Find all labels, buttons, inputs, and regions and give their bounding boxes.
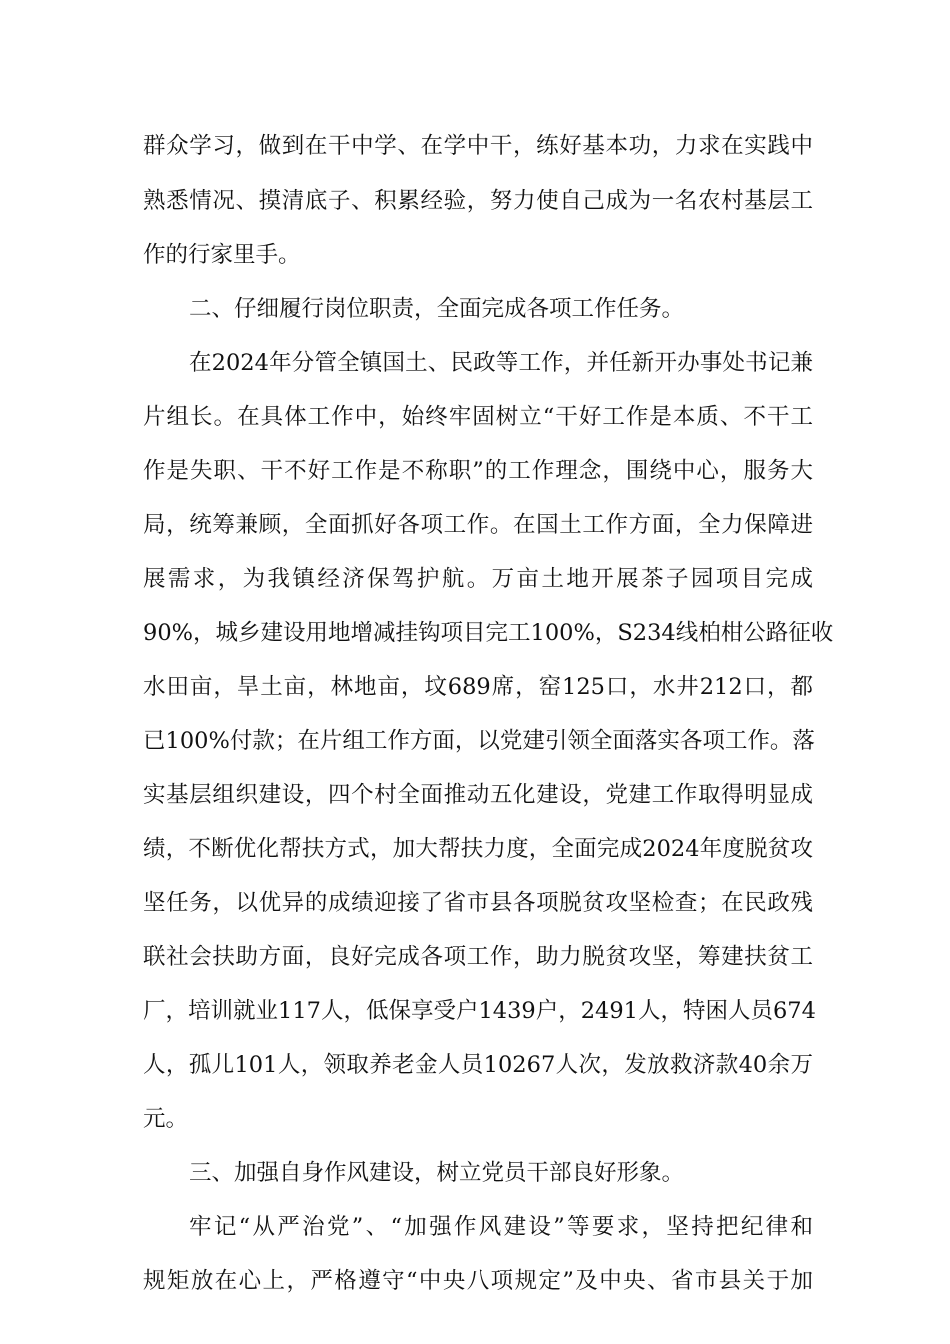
text-line: 规矩放在心上，严格遵守“中央八项规定”及中央、省市县关于加 [143, 1268, 813, 1294]
text-line: 绩，不断优化帮扶方式，加大帮扶力度，全面完成2024年度脱贫攻 [143, 836, 813, 862]
text-line: 人，孤儿101人，领取养老金人员10267人次，发放救济款40余万 [143, 1052, 813, 1078]
section-heading: 二、仔细履行岗位职责，全面完成各项工作任务。 [189, 296, 685, 322]
text-line: 群众学习，做到在干中学、在学中干，练好基本功，力求在实践中 [143, 133, 813, 159]
text-line: 已100%付款；在片组工作方面，以党建引领全面落实各项工作。落 [143, 728, 815, 754]
text-line: 牢记“从严治党”、“加强作风建设”等要求，坚持把纪律和 [189, 1214, 813, 1240]
text-line: 90%，城乡建设用地增减挂钩项目完工100%，S234线柏柑公路征收 [143, 620, 834, 646]
section-heading: 三、加强自身作风建设，树立党员干部良好形象。 [189, 1160, 685, 1186]
text-line: 水田亩，旱土亩，林地亩，坟689席，窑125口，水井212口，都 [143, 674, 813, 700]
text-line: 展需求，为我镇经济保驾护航。万亩土地开展茶子园项目完成 [143, 566, 813, 592]
text-line: 作的行家里手。 [143, 242, 301, 268]
text-line: 熟悉情况、摸清底子、积累经验，努力使自己成为一名农村基层工 [143, 188, 813, 214]
text-line: 作是失职、干不好工作是不称职”的工作理念，围绕中心，服务大 [143, 458, 813, 484]
text-line: 片组长。在具体工作中，始终牢固树立“干好工作是本质、不干工 [143, 404, 813, 430]
text-line: 元。 [143, 1106, 189, 1132]
text-line: 局，统筹兼顾，全面抓好各项工作。在国土工作方面，全力保障进 [143, 512, 813, 538]
text-line: 在2024年分管全镇国土、民政等工作，并任新开办事处书记兼 [189, 350, 813, 376]
text-line: 坚任务，以优异的成绩迎接了省市县各项脱贫攻坚检查；在民政残 [143, 890, 813, 916]
text-line: 厂，培训就业117人，低保享受户1439户，2491人，特困人员674 [143, 998, 816, 1024]
text-line: 联社会扶助方面，良好完成各项工作，助力脱贫攻坚，筹建扶贫工 [143, 944, 813, 970]
text-line: 实基层组织建设，四个村全面推动五化建设，党建工作取得明显成 [143, 782, 813, 808]
